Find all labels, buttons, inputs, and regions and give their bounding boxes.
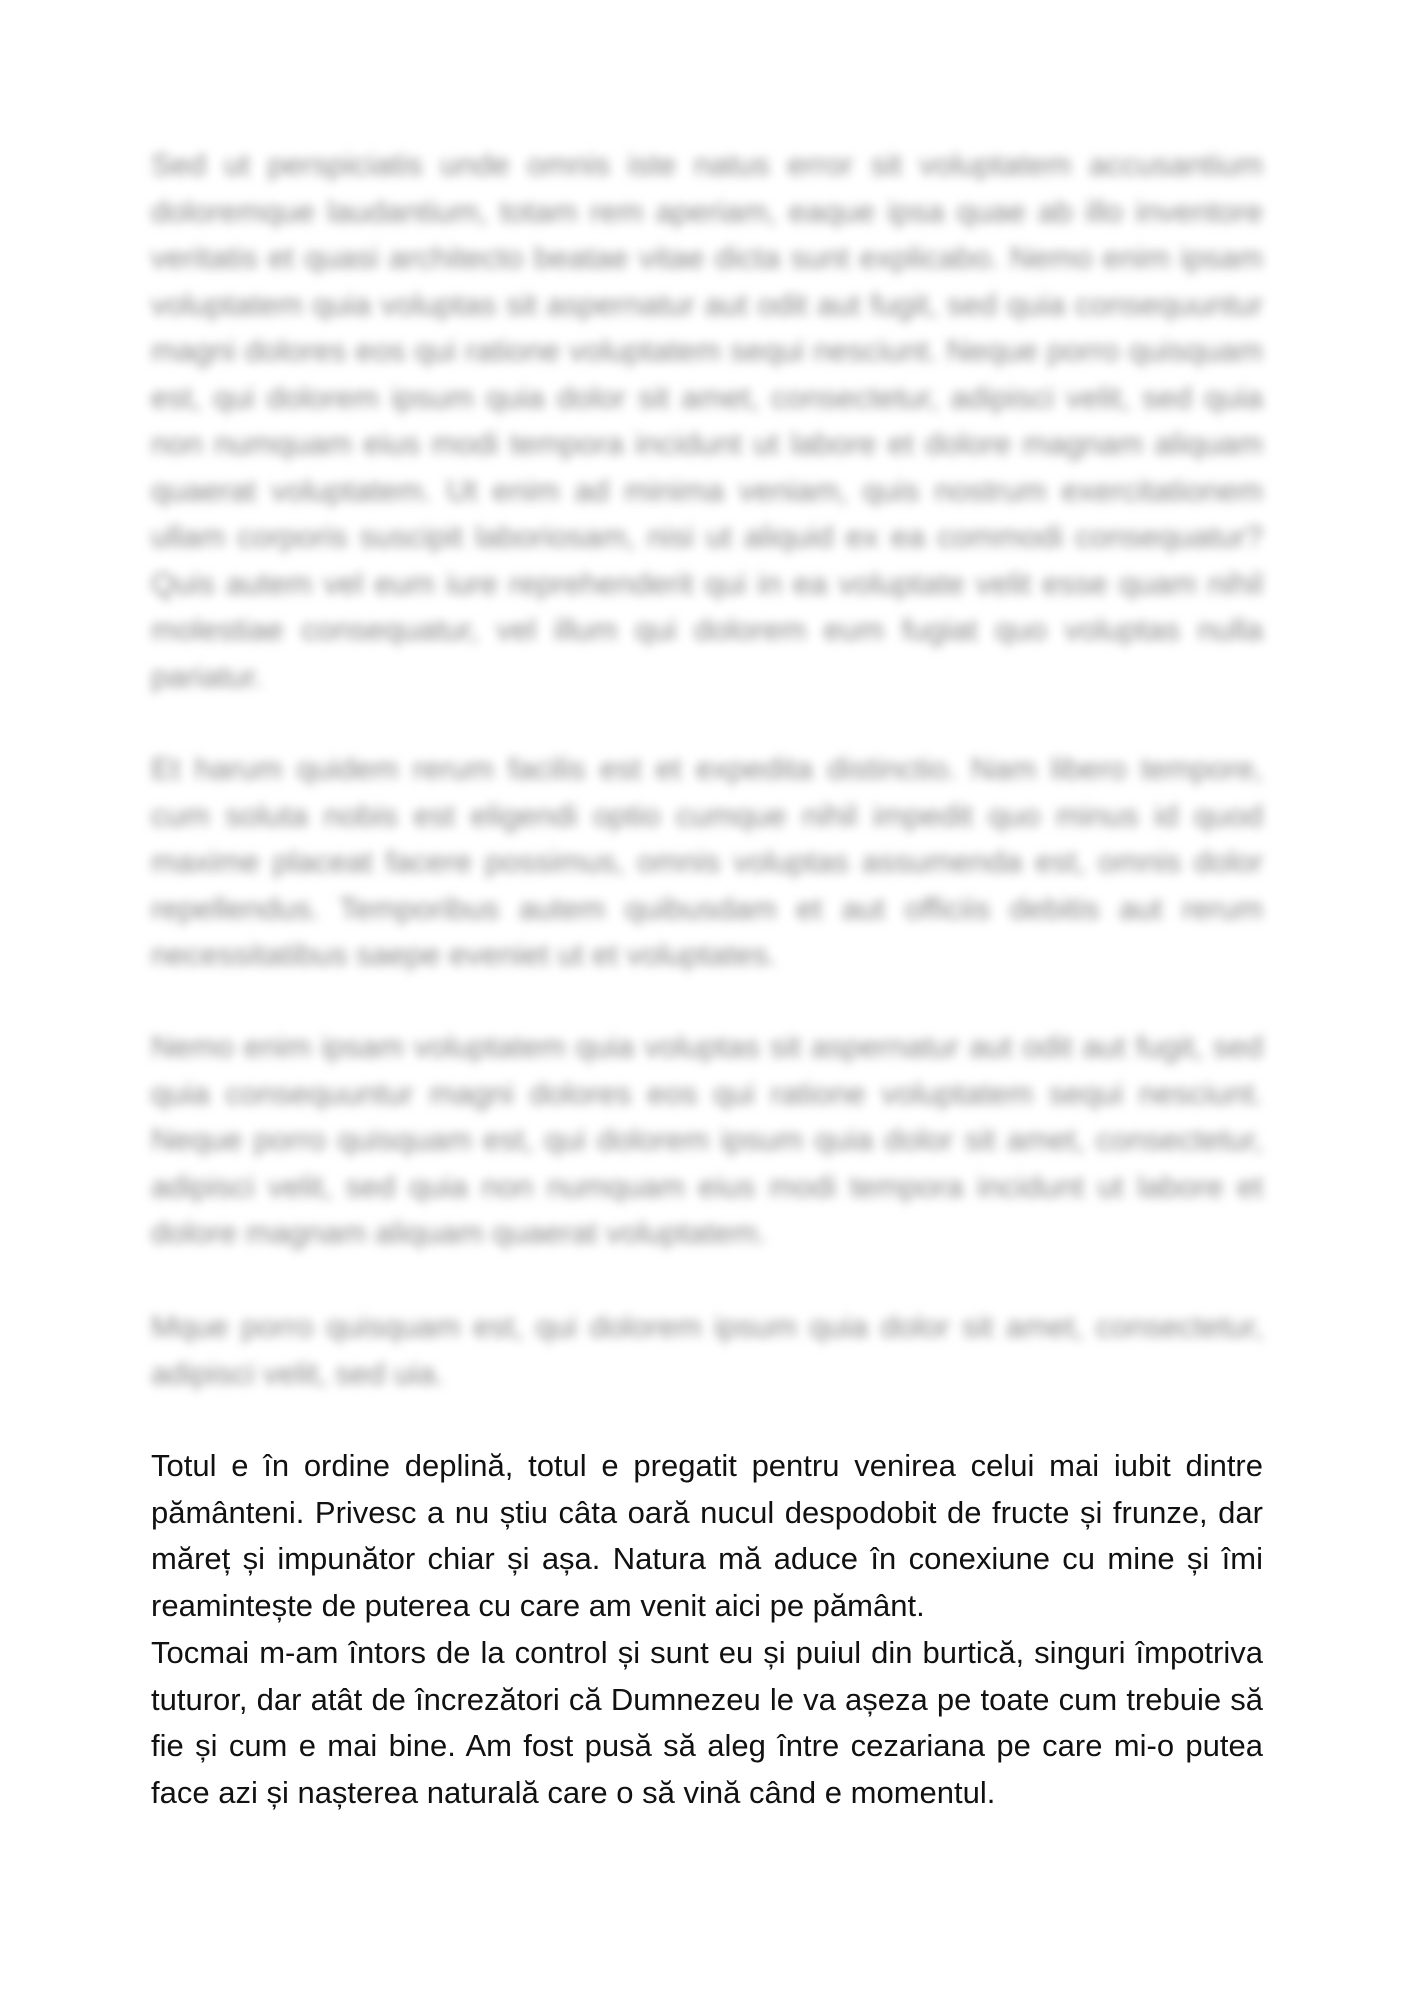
visible-paragraph: Tocmai m-am întors de la control și sunt eu și puiul din burtică, singuri împotriva tuturor, dar atât de încrezători că Dumnezeu le va așeza pe toate cum trebuie să fie și cum e mai bine. Am fost pusă să aleg între cezariana pe care mi-o putea face azi și nașterea naturală care o să vină când e momentul. [151, 1635, 1263, 1810]
visible-paragraph: Totul e în ordine deplină, totul e pregatit pentru venirea celui mai iubit dintre pământeni. Privesc a nu știu câta oară nucul despodobit de fructe și frunze, dar măreț și impunător chiar și așa. Natura mă aduce în conexiune cu mine și îmi reamintește de puterea cu care am venit aici pe pământ. [151, 1448, 1263, 1623]
blurred-paragraph: Mque porro quisquam est, qui dolorem ipsum quia dolor sit amet, consectetur, adipisci velit, sed uia. [151, 1309, 1263, 1391]
blurred-paragraph: Sed ut perspiciatis unde omnis iste natus error sit voluptatem accusantium doloremque laudantium, totam rem aperiam, eaque ipsa quae ab illo inventore veritatis et quasi architecto beatae vitae dicta sunt explicabo. Nemo enim ipsam voluptatem quia voluptas sit aspernatur aut odit aut fugit, sed quia consequuntur magni dolores eos qui ratione voluptatem sequi nesciunt. Neque porro quisquam est, qui dolorem ipsum quia dolor sit amet, consectetur, adipisci velit, sed quia non numquam eius modi tempora incidunt ut labore et dolore magnam aliquam quaerat voluptatem. Ut enim ad minima veniam, quis nostrum exercitationem ullam corporis suscipit laboriosam, nisi ut aliquid ex ea commodi consequatur? Quis autem vel eum iure reprehenderit qui in ea voluptate velit esse quam nihil molestiae consequatur, vel illum qui dolorem eum fugiat quo voluptas nulla pariatur. [151, 147, 1263, 694]
blurred-paragraph: Nemo enim ipsam voluptatem quia voluptas sit aspernatur aut odit aut fugit, sed quia consequuntur magni dolores eos qui ratione voluptatem sequi nesciunt. Neque porro quisquam est, qui dolorem ipsum quia dolor sit amet, consectetur, adipisci velit, sed quia non numquam eius modi tempora incidunt ut labore et dolore magnam aliquam quaerat voluptatem. [151, 1029, 1263, 1250]
blurred-paragraph: Et harum quidem rerum facilis est et expedita distinctio. Nam libero tempore, cum soluta nobis est eligendi optio cumque nihil impedit quo minus id quod maxime placeat facere possimus, omnis voluptas assumenda est, omnis dolor repellendus. Temporibus autem quibusdam et aut officiis debitis aut rerum necessitatibus saepe eveniet ut et voluptates. [151, 751, 1263, 972]
